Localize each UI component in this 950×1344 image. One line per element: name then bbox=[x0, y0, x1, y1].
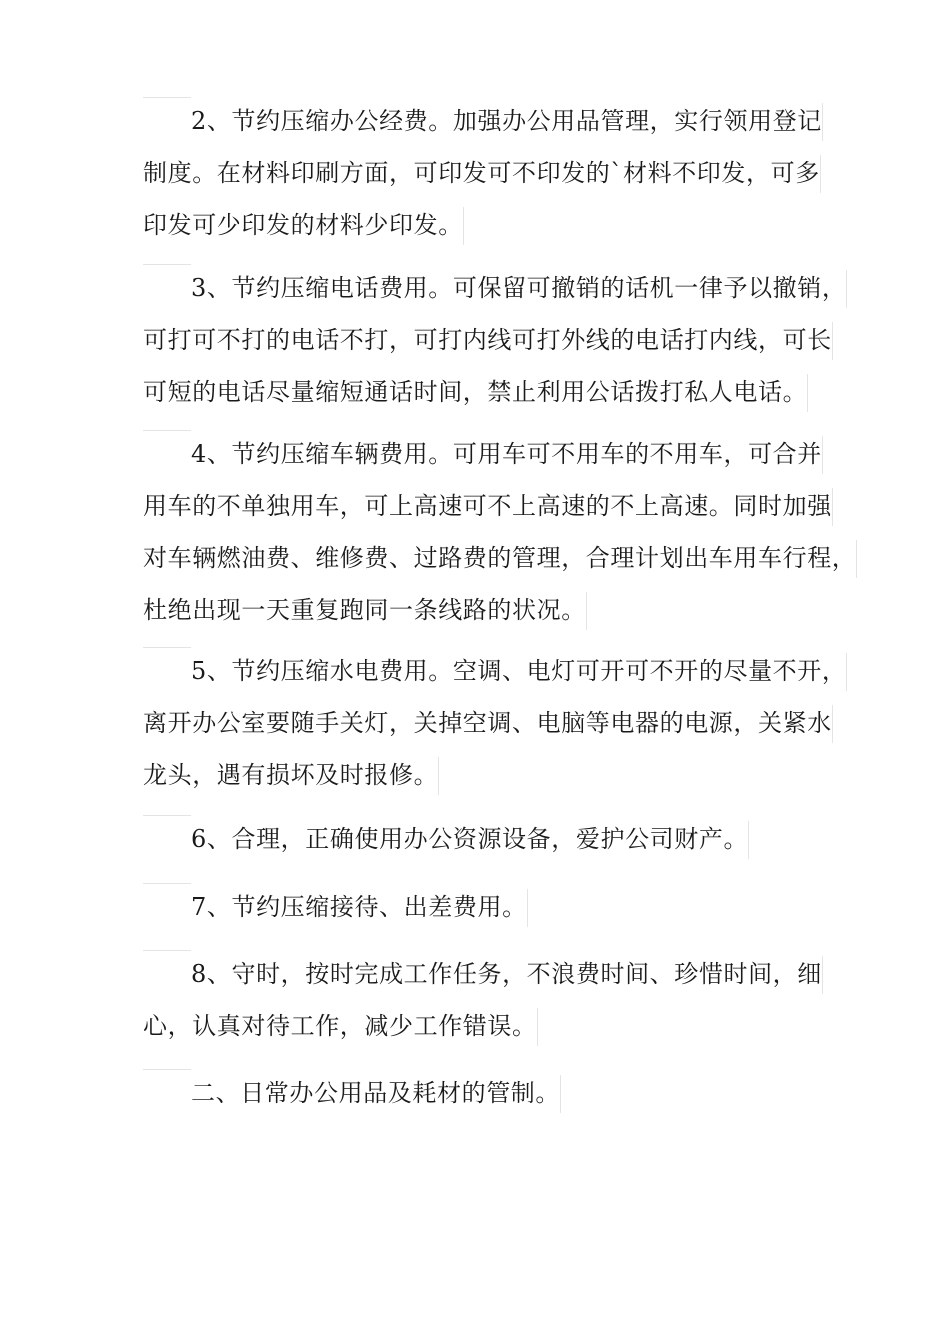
text-line: 8、守时，按时完成工作任务，不浪费时间、珍惜时间，细 bbox=[143, 948, 811, 1000]
text-line: 3、节约压缩电话费用。可保留可撤销的话机一律予以撤销， bbox=[143, 262, 811, 314]
text-line: 二、日常办公用品及耗材的管制。 bbox=[143, 1067, 811, 1119]
paragraph-utility-expenses bbox=[143, 645, 847, 801]
text-line: 4、节约压缩车辆费用。可用车可不用车的不用车，可合并 bbox=[143, 428, 811, 480]
text-line: 7、节约压缩接待、出差费用。 bbox=[143, 881, 811, 933]
section-heading-supplies bbox=[143, 1067, 811, 1119]
paragraph-reception-travel bbox=[143, 881, 811, 933]
text-line: 制度。在材料印刷方面，可印发可不印发的`材料不印发，可多 bbox=[143, 147, 811, 199]
text-line: 用车的不单独用车，可上高速可不上高速的不上高速。同时加强 bbox=[143, 480, 811, 532]
text-line: 可打可不打的电话不打，可打内线可打外线的电话打内线，可长 bbox=[143, 314, 811, 366]
text-line: 离开办公室要随手关灯，关掉空调、电脑等电器的电源，关紧水 bbox=[143, 697, 811, 749]
paragraph-phone-expenses bbox=[143, 262, 847, 418]
paragraph-equipment-use bbox=[143, 813, 811, 865]
text-line: 可短的电话尽量缩短通话时间，禁止利用公话拨打私人电话。 bbox=[143, 366, 811, 418]
text-line: 龙头，遇有损坏及时报修。 bbox=[143, 749, 811, 801]
text-line: 6、合理，正确使用办公资源设备，爱护公司财产。 bbox=[143, 813, 811, 865]
text-line: 印发可少印发的材料少印发。 bbox=[143, 199, 811, 251]
text-line: 5、节约压缩水电费用。空调、电灯可开可不开的尽量不开， bbox=[143, 645, 811, 697]
text-line: 杜绝出现一天重复跑同一条线路的状况。 bbox=[143, 584, 811, 636]
text-line: 对车辆燃油费、维修费、过路费的管理，合理计划出车用车行程， bbox=[143, 532, 811, 584]
paragraph-vehicle-expenses bbox=[143, 428, 857, 636]
text-line: 心，认真对待工作，减少工作错误。 bbox=[143, 1000, 811, 1052]
text-line: 2、节约压缩办公经费。加强办公用品管理，实行领用登记 bbox=[143, 95, 811, 147]
paragraph-punctuality bbox=[143, 948, 822, 1052]
paragraph-office-expenses bbox=[143, 95, 822, 251]
